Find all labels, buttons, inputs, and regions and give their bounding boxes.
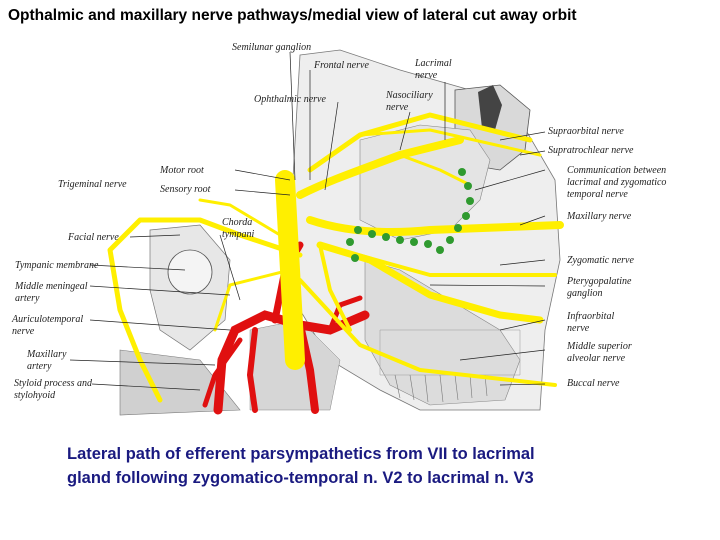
label-sensory-root: Sensory root [160, 184, 211, 195]
skull-background [120, 50, 560, 415]
label-lacrimal-nerve-2: nerve [415, 70, 438, 81]
label-middle-superior-1: Middle superior [567, 341, 632, 352]
label-supratrochlear-nerve: Supratrochlear nerve [548, 145, 634, 156]
label-styloid-1: Styloid process and [14, 378, 92, 389]
label-maxillary-artery-1: Maxillary [27, 349, 67, 360]
label-tympanic-membrane: Tympanic membrane [15, 260, 99, 271]
label-middle-meningeal-1: Middle meningeal [15, 281, 88, 292]
caption-line-1: Lateral path of efferent parsympathetics from VII to lacrimal [67, 445, 535, 463]
label-ophthalmic-nerve: Ophthalmic nerve [254, 94, 326, 105]
label-lacrimal-nerve-1: Lacrimal [415, 58, 452, 69]
label-middle-superior-2: alveolar nerve [567, 353, 626, 364]
label-maxillary-nerve: Maxillary nerve [567, 211, 632, 222]
anatomy-illustration [0, 30, 720, 420]
label-semilunar-ganglion: Semilunar ganglion [232, 42, 312, 53]
label-pterygopalatine-1: Pterygopalatine [567, 276, 632, 287]
label-auriculotemporal-2: nerve [12, 326, 35, 337]
label-maxillary-artery-2: artery [27, 361, 52, 372]
label-pterygopalatine-2: ganglion [567, 288, 603, 299]
label-buccal-nerve: Buccal nerve [567, 378, 620, 389]
slide-title: Opthalmic and maxillary nerve pathways/medial view of lateral cut away orbit [8, 7, 577, 24]
label-motor-root: Motor root [160, 165, 204, 176]
label-styloid-2: stylohyoid [14, 390, 56, 401]
label-zygomatic-nerve: Zygomatic nerve [567, 255, 634, 266]
label-communication-1: Communication between [567, 165, 667, 176]
label-chorda-1: Chorda [222, 217, 253, 228]
label-supraorbital-nerve: Supraorbital nerve [548, 126, 624, 137]
label-infraorbital-1: Infraorbital [567, 311, 615, 322]
label-frontal-nerve: Frontal nerve [314, 60, 369, 71]
label-communication-2: lacrimal and zygomatico [567, 177, 667, 188]
label-auriculotemporal-1: Auriculotemporal [12, 314, 84, 325]
label-nasociliary-2: nerve [386, 102, 409, 113]
label-facial-nerve: Facial nerve [68, 232, 119, 243]
caption [67, 442, 667, 490]
label-infraorbital-2: nerve [567, 323, 590, 334]
label-trigeminal-nerve: Trigeminal nerve [58, 179, 127, 190]
caption-line-2: gland following zygomatico-temporal n. V2 to lacrimal n. V3 [67, 469, 534, 487]
label-communication-3: temporal nerve [567, 189, 628, 200]
label-chorda-2: tympani [222, 229, 255, 240]
label-nasociliary-1: Nasociliary [386, 90, 433, 101]
label-middle-meningeal-2: artery [15, 293, 40, 304]
